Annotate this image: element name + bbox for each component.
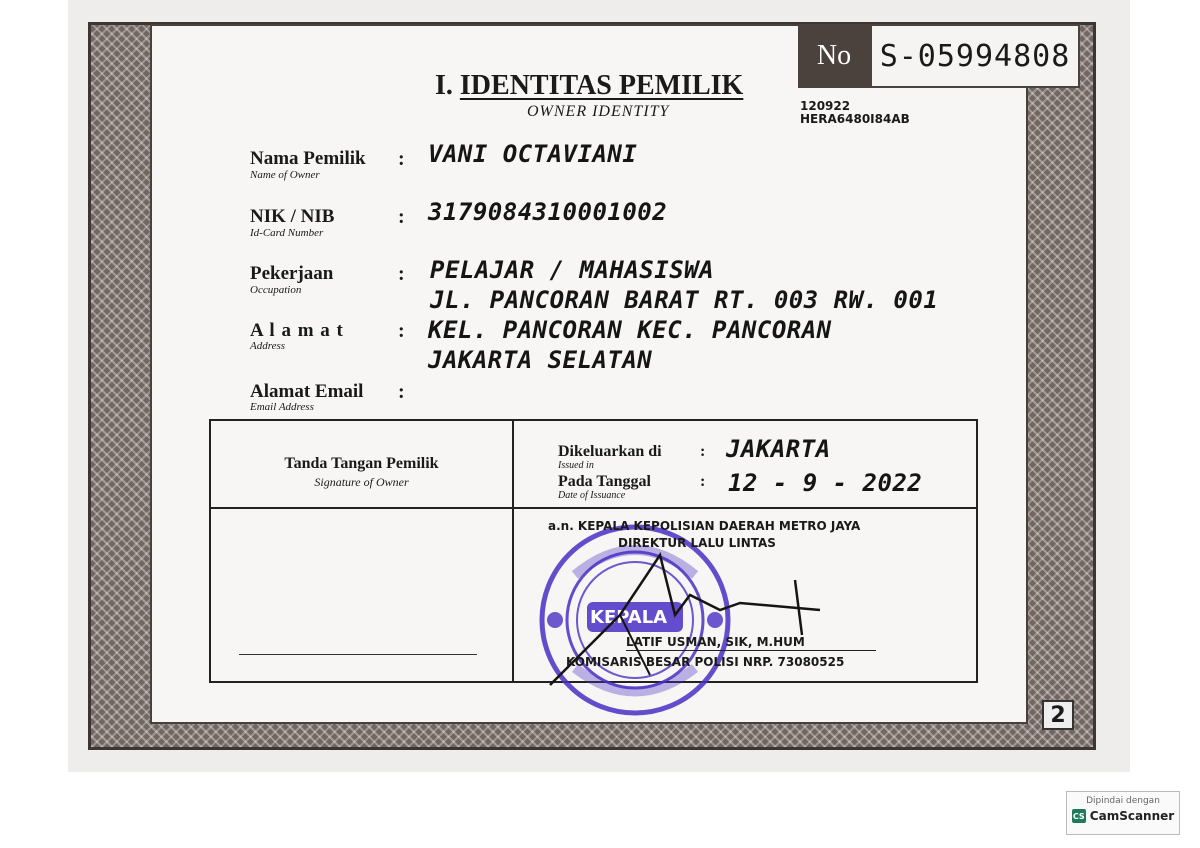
official-signature	[540, 535, 840, 695]
watermark-brand	[1067, 809, 1179, 823]
stamp-center-text: KEPALA	[590, 607, 668, 628]
address-label-en: Address	[250, 340, 286, 352]
issued-at-label: Dikeluarkan di	[558, 443, 662, 460]
owner-name-value: VANI OCTAVIANI	[428, 140, 638, 168]
serial-no-label: No	[798, 24, 870, 88]
official-rank: KOMISARIS BESAR POLISI NRP. 73080525	[566, 655, 845, 669]
issued-at-value: JAKARTA	[726, 435, 831, 463]
reference-line-2: HERA6480I84AB	[800, 112, 910, 126]
page-title	[435, 70, 743, 102]
reference-code	[800, 100, 910, 126]
date-label-en: Date of Issuance	[558, 490, 626, 501]
owner-signature-label: Tanda Tangan Pemilik	[284, 455, 439, 472]
serial-number: S-05994808	[870, 24, 1080, 88]
owner-name-label-en: Name of Owner	[250, 169, 320, 181]
occupation-value: PELAJAR / MAHASISWA	[430, 256, 715, 284]
camscanner-watermark	[1066, 791, 1180, 835]
email-label: Alamat Email	[250, 381, 364, 402]
date-label: Pada Tanggal	[558, 473, 651, 490]
nik-label: NIK / NIB	[250, 206, 335, 227]
reference-line-1: 120922	[800, 99, 851, 113]
page-subtitle: OWNER IDENTITY	[527, 103, 670, 120]
address-line-1: JL. PANCORAN BARAT RT. 003 RW. 001	[430, 286, 939, 314]
issuance-box	[512, 419, 978, 509]
colon: :	[700, 473, 706, 490]
official-name: LATIF USMAN, SIK, M.HUM	[626, 635, 805, 649]
occupation-label: Pekerjaan	[250, 263, 334, 284]
address-line-3: JAKARTA SELATAN	[428, 346, 653, 374]
colon: :	[398, 381, 405, 403]
colon: :	[700, 443, 706, 460]
watermark-line-1: Dipindai dengan	[1086, 796, 1160, 806]
issued-at-label-en: Issued in	[558, 460, 594, 471]
colon: :	[398, 148, 405, 170]
owner-signature-header	[209, 419, 514, 509]
email-label-en: Email Address	[250, 401, 314, 413]
title-number: I.	[435, 70, 453, 101]
colon: :	[398, 320, 405, 342]
page-number: 2	[1042, 700, 1074, 730]
owner-signature-label-en: Signature of Owner	[314, 475, 409, 489]
signature-line	[239, 654, 477, 655]
title-text: IDENTITAS PEMILIK	[459, 70, 744, 101]
official-name-underline	[626, 650, 876, 651]
colon: :	[398, 206, 405, 228]
nik-value: 3179084310001002	[428, 198, 668, 226]
colon: :	[398, 263, 405, 285]
date-value: 12 - 9 - 2022	[728, 469, 923, 497]
camscanner-logo-icon: CS	[1072, 809, 1086, 823]
address-label: A l a m a t	[250, 320, 344, 341]
occupation-label-en: Occupation	[250, 284, 302, 296]
address-line-2: KEL. PANCORAN KEC. PANCORAN	[428, 316, 832, 344]
watermark-line-2: CamScanner	[1089, 809, 1175, 823]
owner-signature-area	[209, 507, 514, 683]
owner-name-label: Nama Pemilik	[250, 148, 366, 169]
nik-label-en: Id-Card Number	[250, 227, 324, 239]
authority-line-2: DIREKTUR LALU LINTAS	[618, 536, 776, 550]
authority-line-1: a.n. KEPALA KEPOLISIAN DAERAH METRO JAYA	[548, 519, 861, 533]
